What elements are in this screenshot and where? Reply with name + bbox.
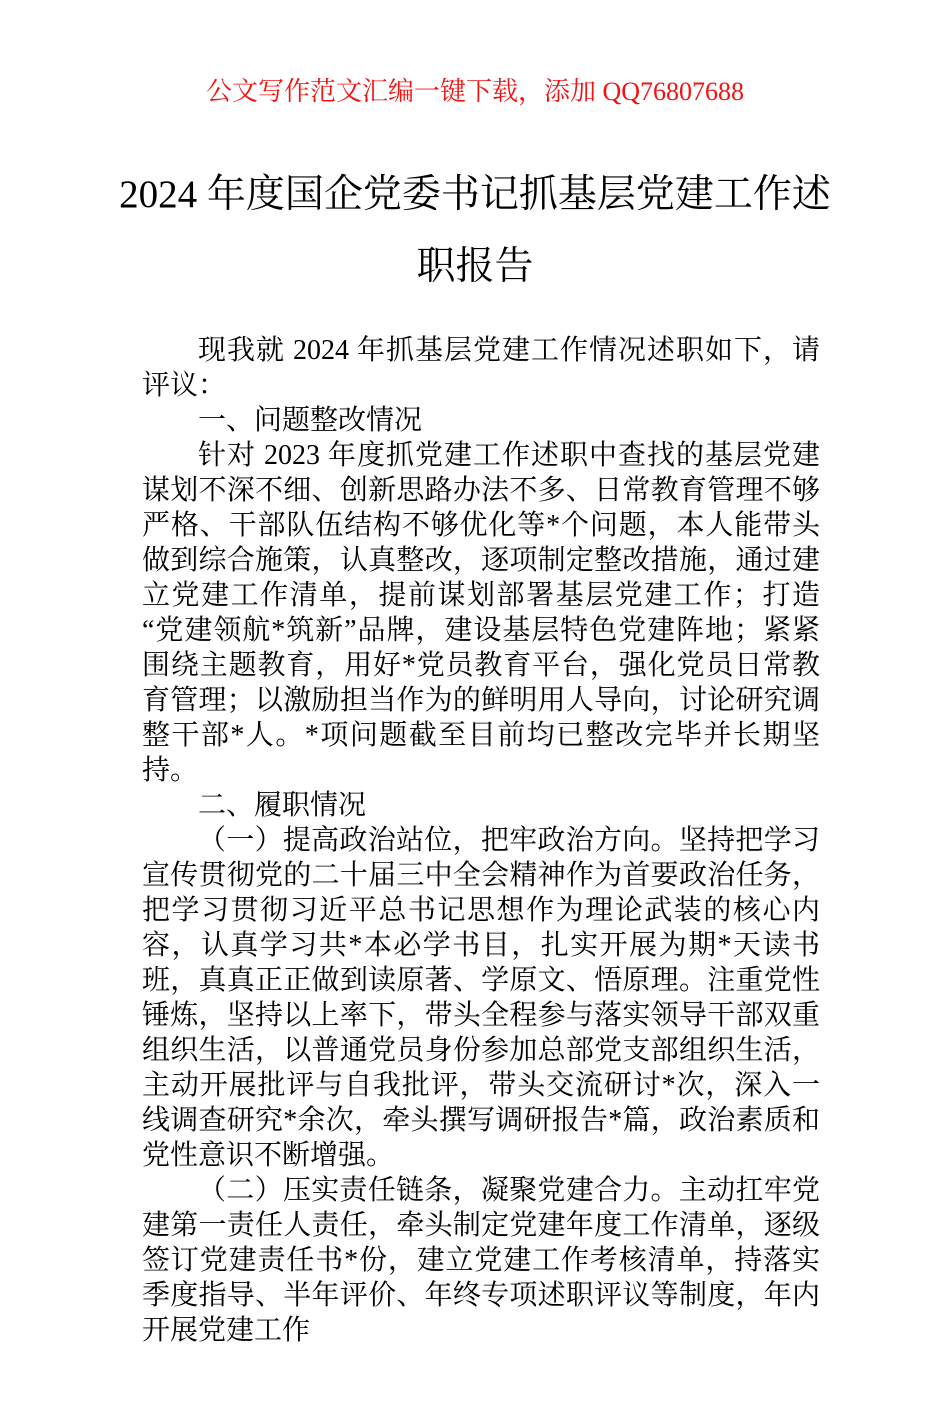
- section-heading-2: 二、履职情况: [198, 790, 367, 821]
- paragraph-duty-2: （二）压实责任链条，凝聚党建合力。主动扛牢党建第一责任人责任，牵头制定党建年度工作清单，逐级签订党建责任书*份，建立党建工作考核清单，持落实季度指导、半年评价、年终专项述职评议等制度，年内开展党建工作: [142, 1175, 820, 1346]
- paragraph-intro: 现我就 2024 年抓基层党建工作情况述职如下，请评议：: [142, 335, 820, 401]
- ad-banner-text: 公文写作范文汇编一键下载，添加 QQ76807688: [205, 77, 745, 106]
- document-title: 2024 年度国企党委书记抓基层党建工作述职报告: [119, 173, 831, 288]
- document-body: [142, 333, 820, 1348]
- section-heading-1: 一、问题整改情况: [198, 405, 423, 436]
- document-page: [0, 75, 950, 1419]
- paragraph-rectification: 针对 2023 年度抓党建工作述职中查找的基层党建谋划不深不细、创新思路办法不多、日常教育管理不够严格、干部队伍结构不够优化等*个问题，本人能带头做到综合施策，认真整改，逐项制定整改措施，通过建立党建工作清单，提前谋划部署基层党建工作；打造“党建领航*筑新”品牌，建设基层特色党建阵地；紧紧围绕主题教育，用好*党员教育平台，强化党员日常教育管理；以激励担当作为的鲜明用人导向，讨论研究调整干部*人。*项问题截至目前均已整改完毕并长期坚持。: [142, 440, 820, 786]
- paragraph-duty-1: （一）提高政治站位，把牢政治方向。坚持把学习宣传贯彻党的二十届三中全会精神作为首要政治任务，把学习贯彻习近平总书记思想作为理论武装的核心内容，认真学习共*本必学书目，扎实开展为期*天读书班，真真正正做到读原著、学原文、悟原理。注重党性锤炼，坚持以上率下，带头全程参与落实领导干部双重组织生活，以普通党员身份参加总部党支部组织生活，主动开展批评与自我批评，带头交流研讨*次，深入一线调查研究*余次，牵头撰写调研报告*篇，政治素质和党性意识不断增强。: [142, 825, 820, 1171]
